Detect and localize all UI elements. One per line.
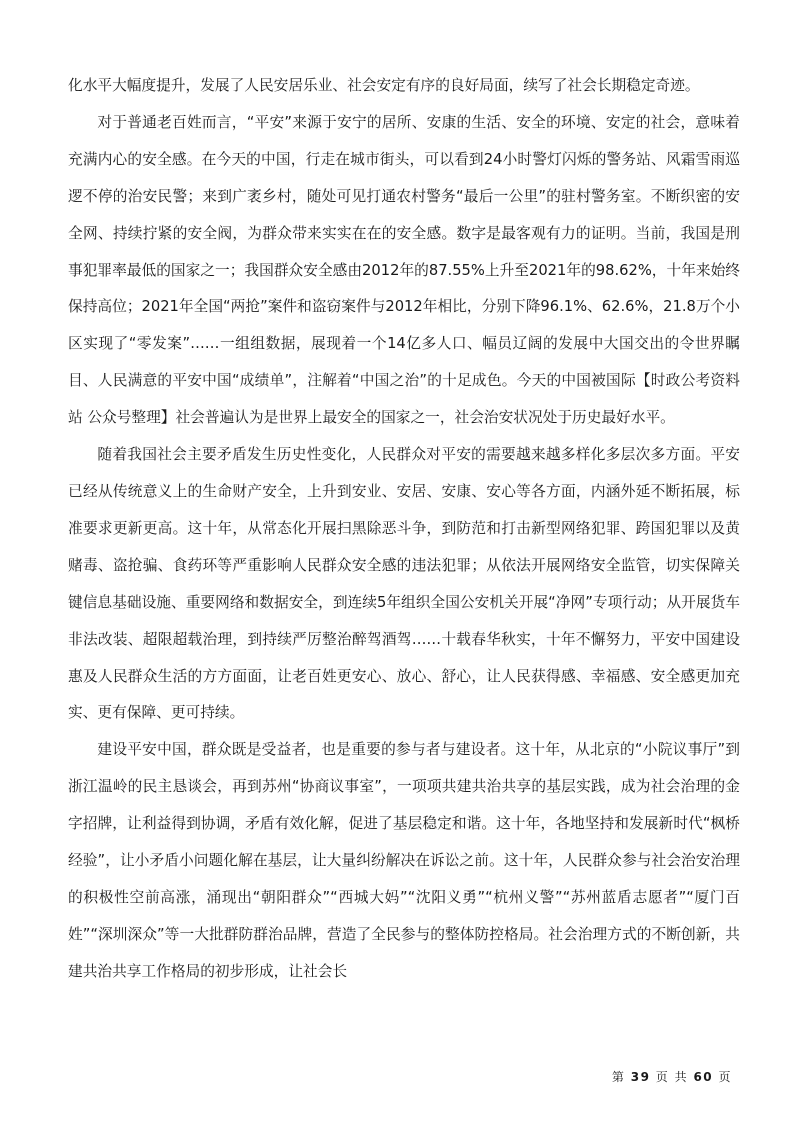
current-page-number: 39 <box>630 1070 651 1084</box>
paragraph-1: 化水平大幅度提升，发展了人民安居乐业、社会安定有序的良好局面，续写了社会长期稳定奇迹。 <box>68 77 700 94</box>
total-page-count: 60 <box>693 1070 714 1084</box>
document-body <box>68 68 740 991</box>
paragraph-2: 对于普通老百姓而言，“平安”来源于安宁的居所、安康的生活、安全的环境、安定的社会，意味着充满内心的安全感。在今天的中国，行走在城市街头，可以看到24小时警灯闪烁的警务站、风霜雪雨巡逻不停的治安民警；来到广袤乡村，随处可见打通农村警务“最后一公里”的驻村警务室。不断织密的安全网、持续拧紧的安全阀，为群众带来实实在在的安全感。数字是最客观有力的证明。当前，我国是刑事犯罪率最低的国家之一；我国群众安全感由2012年的87.55%上升至2021年的98.62%，十年来始终保持高位；2021年全国“两抢”案件和盗窃案件与2012年相比，分别下降96.1%、62.6%，21.8万个小区实现了“零发案”……一组组数据，展现着一个14亿多人口、幅员辽阔的发展中大国交出的令世界瞩目、人民满意的平安中国“成绩单”，注解着“中国之治”的十足成色。今天的中国被国际【时政公考资料站 公众号整理】社会普遍认为是世界上最安全的国家之一，社会治安状况处于历史最好水平。 <box>68 113 740 427</box>
paragraph-4: 建设平安中国，群众既是受益者，也是重要的参与者与建设者。这十年，从北京的“小院议事厅”到浙江温岭的民主恳谈会，再到苏州“协商议事室”，一项项共建共治共享的基层实践，成为社会治理的金字招牌，让利益得到协调，矛盾有效化解，促进了基层稳定和谐。这十年，各地坚持和发展新时代“枫桥经验”，让小矛盾小问题化解在基层，让大量纠纷解决在诉讼之前。这十年，人民群众参与社会治安治理的积极性空前高涨，涌现出“朝阳群众”“西城大妈”“沈阳义勇”“杭州义警”“苏州蓝盾志愿者”“厦门百姓”“深圳深众”等一大批群防群治品牌，营造了全民参与的整体防控格局。社会治理方式的不断创新，共建共治共享工作格局的初步形成，让社会长 <box>68 741 740 980</box>
footer-prefix: 第 <box>611 1070 626 1084</box>
footer-suffix: 页 <box>718 1070 732 1084</box>
page-number-footer <box>612 1069 732 1085</box>
footer-middle: 页 共 <box>655 1070 689 1084</box>
paragraph-3: 随着我国社会主要矛盾发生历史性变化，人民群众对平安的需要越来越多样化多层次多方面。平安已经从传统意义上的生命财产安全，上升到安业、安居、安康、安心等各方面，内涵外延不断拓展，标准要求更新更高。这十年，从常态化开展扫黑除恶斗争，到防范和打击新型网络犯罪、跨国犯罪以及黄赌毒、盗抢骗、食药环等严重影响人民群众安全感的违法犯罪；从依法开展网络安全监管，切实保障关键信息基础设施、重要网络和数据安全，到连续5年组织全国公安机关开展“净网”专项行动；从开展货车非法改装、超限超载治理，到持续严厉整治醉驾酒驾……十载春华秋实，十年不懈努力，平安中国建设惠及人民群众生活的方方面面，让老百姓更安心、放心、舒心，让人民获得感、幸福感、安全感更加充实、更有保障、更可持续。 <box>68 446 740 722</box>
